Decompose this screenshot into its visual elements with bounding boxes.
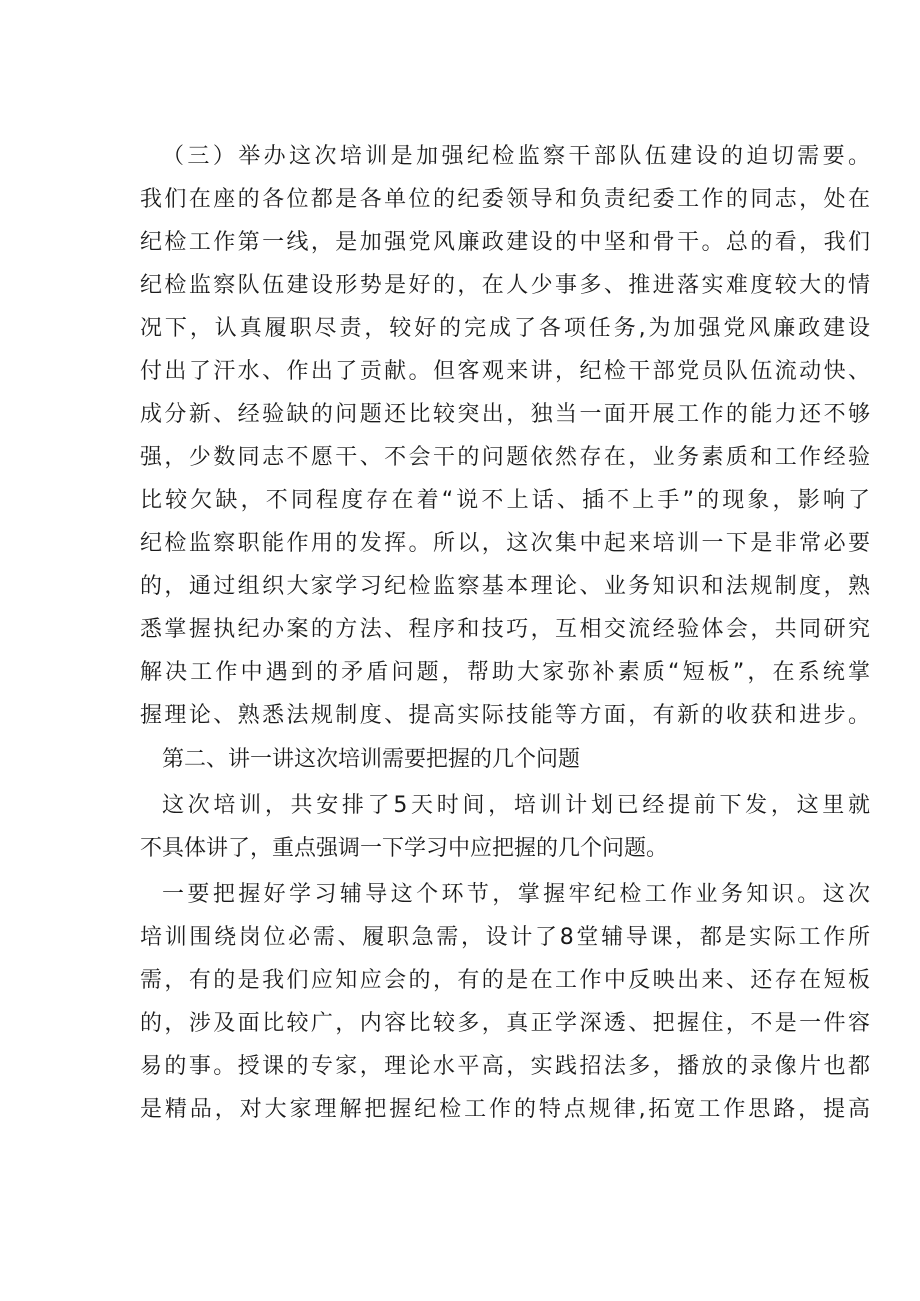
text-line: 比较欠缺，不同程度存在着“说不上话、插不上手”的现象，影响了: [140, 488, 870, 513]
text-line: 握理论、熟悉法规制度、提高实际技能等方面，有新的收获和进步。: [140, 703, 870, 728]
text-line: 不具体讲了，重点强调一下学习中应把握的几个问题。: [140, 836, 669, 861]
text-line: 的，通过组织大家学习纪检监察基本理论、业务知识和法规制度，熟: [140, 574, 870, 599]
text-line: 我们在座的各位都是各单位的纪委领导和负责纪委工作的同志，处在: [140, 187, 870, 212]
text-line: 纪检工作第一线，是加强党风廉政建设的中坚和骨干。总的看，我们: [140, 230, 870, 255]
text-line: 易的事。授课的专家，理论水平高，实践招法多，播放的录像片也都: [140, 1054, 870, 1079]
text-line: 付出了汗水、作出了贡献。但客观来讲，纪检干部党员队伍流动快、: [140, 359, 870, 384]
text-line: 悉掌握执纪办案的方法、程序和技巧，互相交流经验体会，共同研究: [140, 617, 870, 642]
text-line: 需，有的是我们应知应会的，有的是在工作中反映出来、还存在短板: [140, 968, 870, 993]
section-heading: 第二、讲一讲这次培训需要把握的几个问题: [162, 747, 581, 772]
text-line: 培训围绕岗位必需、履职急需，设计了8堂辅导课，都是实际工作所: [140, 925, 870, 950]
text-line: 纪检监察职能作用的发挥。所以，这次集中起来培训一下是非常必要: [140, 531, 870, 556]
text-line: （三）举办这次培训是加强纪检监察干部队伍建设的迫切需要。: [162, 144, 870, 169]
text-line: 况下，认真履职尽责，较好的完成了各项任务,为加强党风廉政建设: [140, 316, 870, 341]
text-line: 强，少数同志不愿干、不会干的问题依然存在，业务素质和工作经验: [140, 445, 870, 470]
text-line: 解决工作中遇到的矛盾问题，帮助大家弥补素质“短板”，在系统掌: [140, 660, 870, 685]
text-line: 成分新、经验缺的问题还比较突出，独当一面开展工作的能力还不够: [140, 402, 870, 427]
text-line: 这次培训，共安排了5天时间，培训计划已经提前下发，这里就: [162, 793, 870, 818]
text-line: 的，涉及面比较广，内容比较多，真正学深透、把握住，不是一件容: [140, 1011, 870, 1036]
text-line: 纪检监察队伍建设形势是好的，在人少事多、推进落实难度较大的情: [140, 273, 870, 298]
text-line: 一要把握好学习辅导这个环节，掌握牢纪检工作业务知识。这次: [162, 882, 870, 907]
text-line: 是精品，对大家理解把握纪检工作的特点规律,拓宽工作思路，提高: [140, 1097, 870, 1122]
